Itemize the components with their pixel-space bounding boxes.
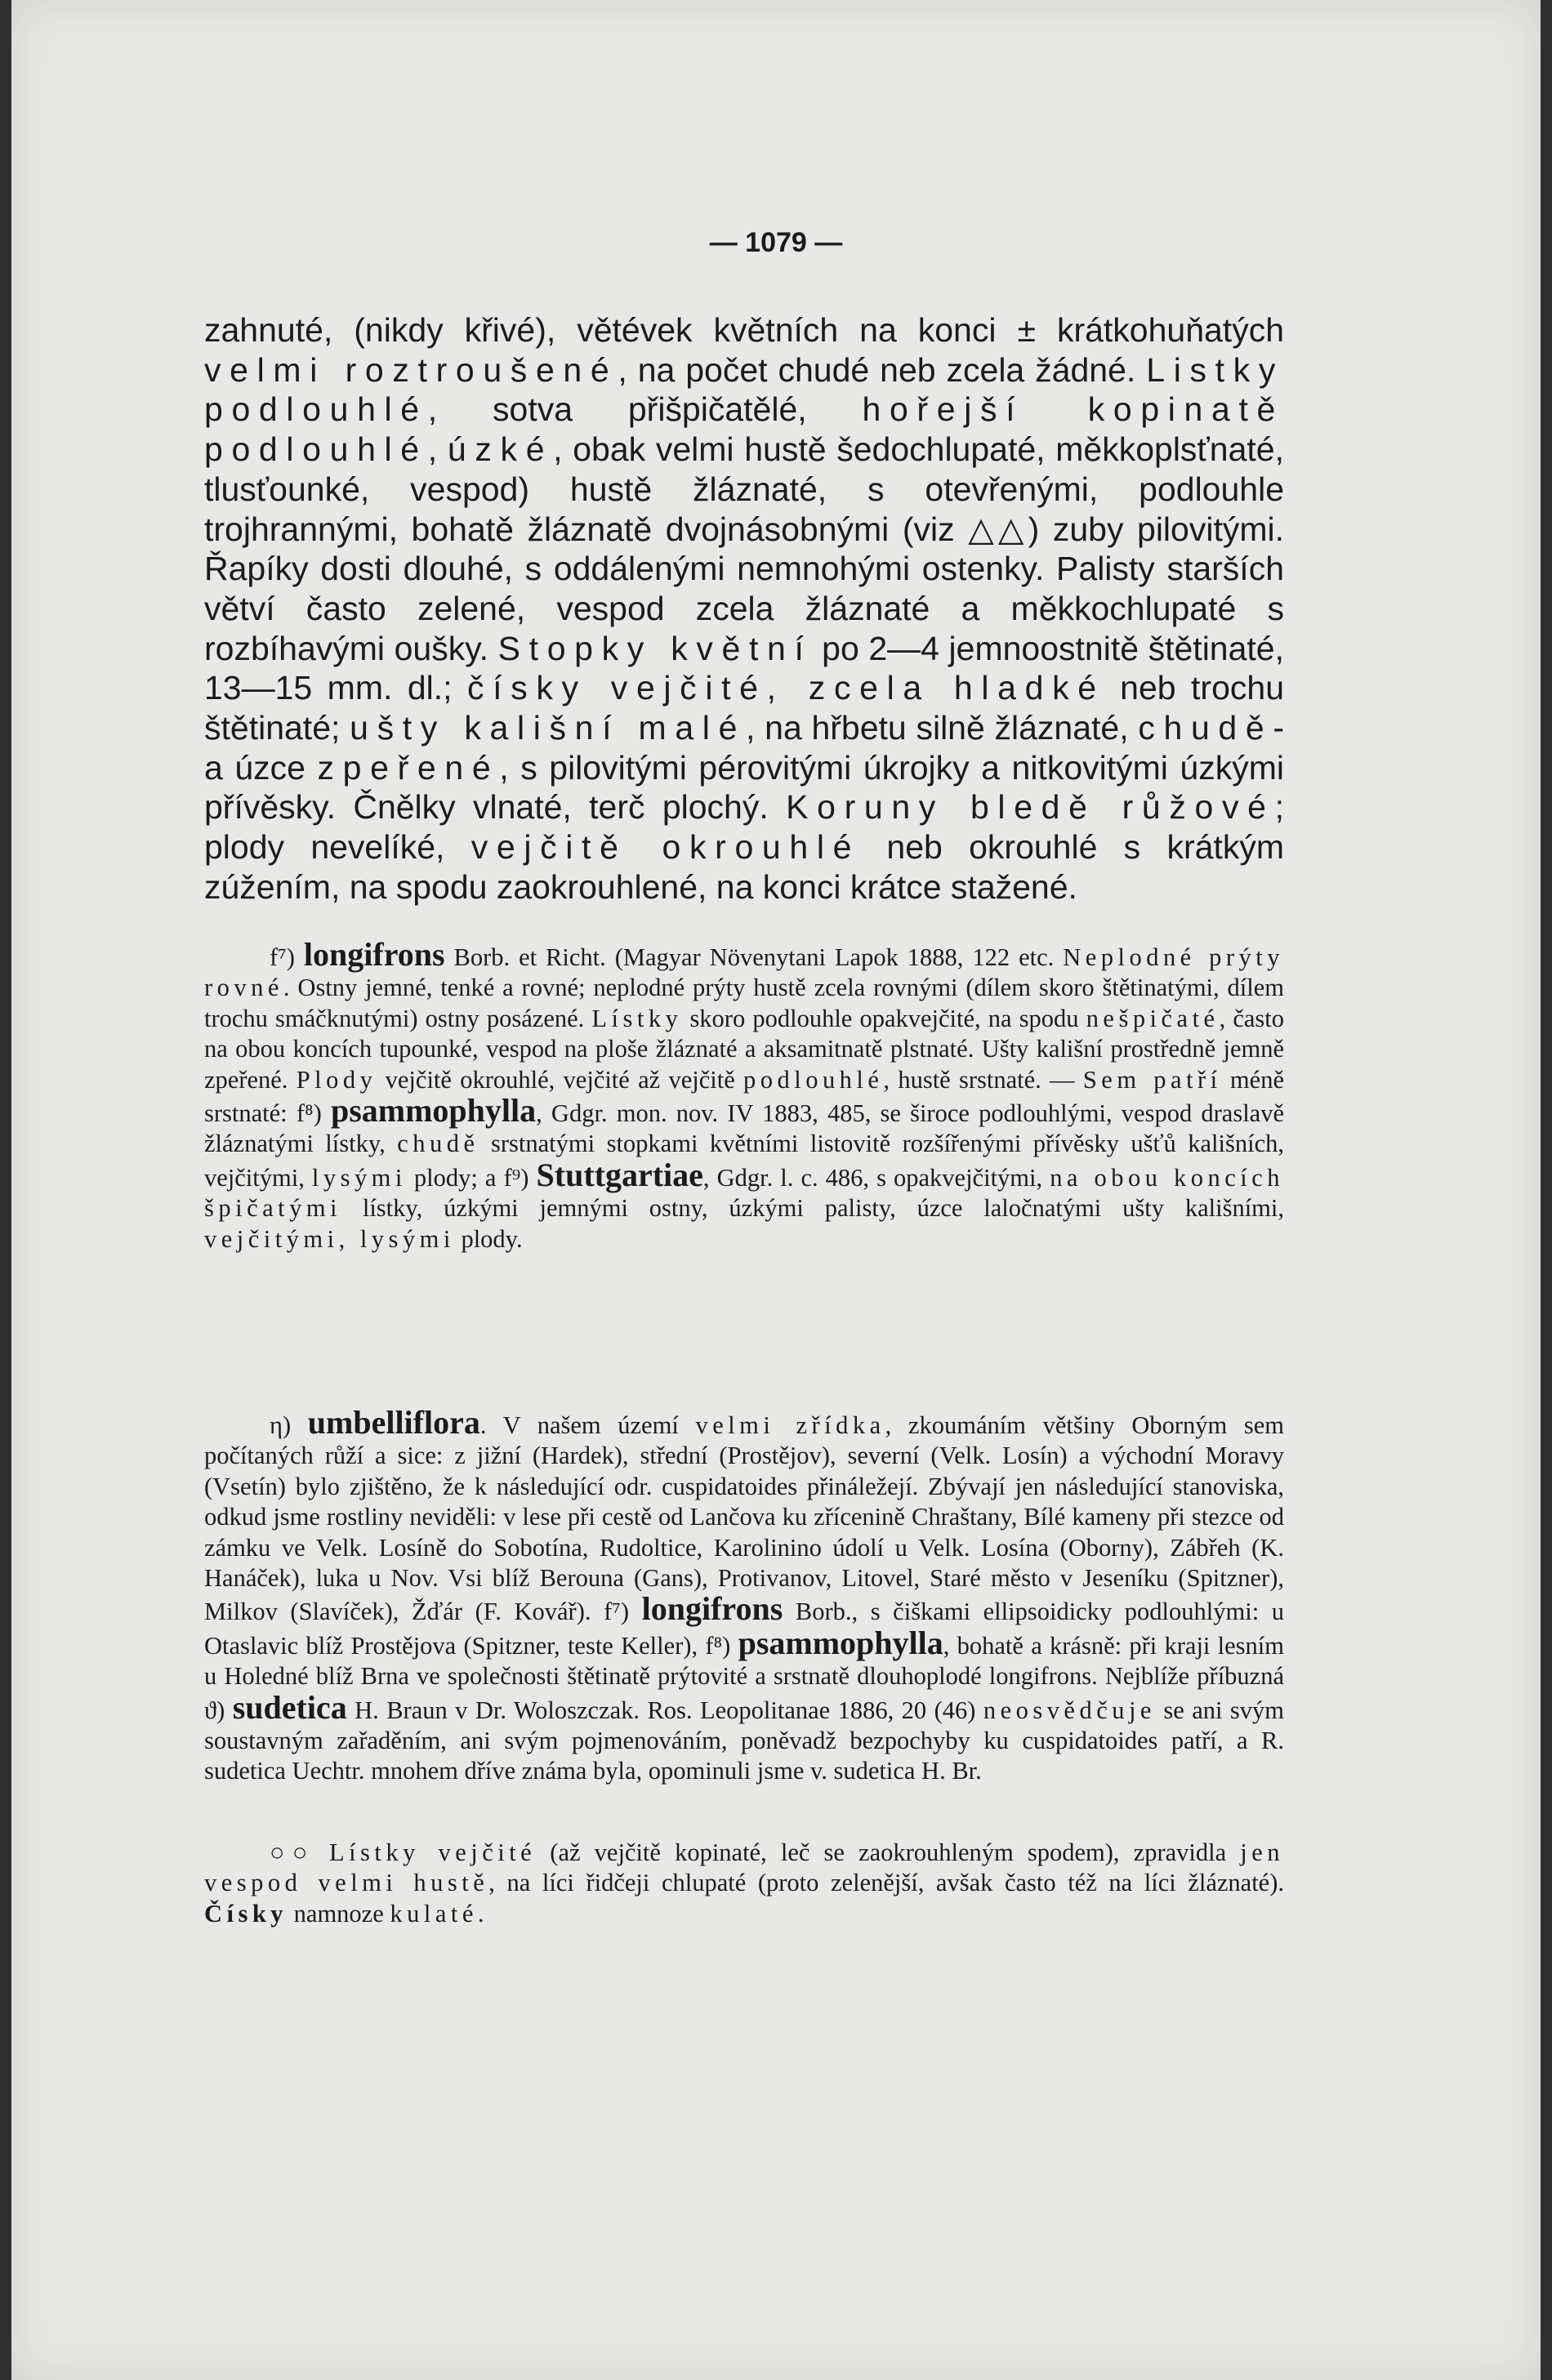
taxon-name: psammophylla	[330, 1092, 537, 1130]
book-page	[11, 0, 1541, 2380]
taxon-name: umbelliflora	[307, 1404, 480, 1441]
taxon-name: longifrons	[303, 936, 445, 973]
ovate-leaflets-paragraph: ○○ Lístky vejčité (až vejčitě kopinaté, leč se zaokrouhleným spodem), zpravidla jen vespod velmi hustě, na líci řidčeji chlupaté (proto zelenější, avšak často též na líci žláznaté). Čísky namnoze kulaté.	[204, 1838, 1284, 1928]
variety-longifrons-paragraph: f⁷) longifrons Borb. et Richt. (Magyar Növenytani Lapok 1888, 122 etc. Neplodné prýty rovné. Ostny jemné, tenké a rovné; neplodné prýty hustě zcela rovnými (dílem skoro štětinatými, dílem trochu smáčknutými) ostny posázené. Lístky skoro podlouhle opakvejčité, na spodu nešpičaté, často na obou koncích tupounké, vespod na ploše žláznaté a aksamitnatě plstnaté. Ušty kališní prostředně jemně zpeřené. Plody vejčitě okrouhlé, vejčité až vejčitě podlouhlé, hustě srstnaté. — Sem patří méně srstnaté: f⁸) psammophylla, Gdgr. mon. nov. IV 1883, 485, se široce podlouhlými, vespod draslavě žláznatými lístky, chudě srstnatými stopkami květními listovitě rozšířenými přívěsky ušťů kališních, vejčitými, lysými plody; a f⁹) Stuttgartiae, Gdgr. l. c. 486, s opakvejčitými, na obou koncích špičatými lístky, úzkými jemnými ostny, úzkými palisty, úzce laločnatými ušty kališními, vejčitými, lysými plody.	[204, 936, 1284, 1253]
taxon-name: sudetica	[232, 1688, 347, 1726]
page-number: — 1079 —	[709, 227, 843, 258]
taxon-name: longifrons	[641, 1590, 783, 1628]
taxon-name: psammophylla	[738, 1624, 943, 1661]
taxon-name: Stuttgartiae	[536, 1156, 703, 1193]
main-paragraph: zahnuté, (nikdy křivé), větévek květních na konci ± krátkohuňatých velmi roztroušené, na počet chudé neb zcela žádné. Listky podlouhlé, sotva přišpičatělé, hořejší kopinatě podlouhlé, úzké, obak velmi hustě šedochlupaté, měkkoplsťnaté, tlusťounké, vespod) hustě žláznaté, s otevřenými, podlouhle trojhrannými, bohatě žláznatě dvojnásobnými (viz △△) zuby pilovitými. Řapíky dosti dlouhé, s oddálenými nemnohými ostenky. Palisty starších větví často zelené, vespod zcela žláznaté a měkkochlupaté s rozbíhavými oušky. Stopky květní po 2—4 jemnoostnitě štětinaté, 13—15 mm. dl.; čísky vejčité, zcela hladké neb trochu štětinaté; ušty kališní malé, na hřbetu silně žláznaté, chudě- a úzce zpeřené, s pilovitými pérovitými úkrojky a nitkovitými úzkými přívěsky. Čnělky vlnaté, terč plochý. Koruny bledě růžové; plody nevelíké, vejčitě okrouhlé neb okrouhlé s krátkým zúžením, na spodu zaokrouhlené, na konci krátce stažené.	[204, 311, 1285, 906]
umbelliflora-paragraph: η) umbelliflora. V našem území velmi zřídka, zkoumáním většiny Oborným sem počítaných růží a sice: z jižní (Hardek), střední (Prostějov), severní (Velk. Losín) a východní Moravy (Vsetín) bylo zjištěno, že k následující odr. cuspidatoides přináležejí. Zbývají jen následující stanoviska, odkud jsme rostliny neviděli: v lese při cestě od Lančova ku zřícenině Chraštany, Bílé kameny při stezce od zámku ve Velk. Losíně do Sobotína, Rudoltice, Karolinino údolí u Velk. Losína (Oborny), Zábřeh (K. Hanáček), luka u Nov. Vsi blíž Berouna (Gans), Protivanov, Litovel, Staré město v Jeseníku (Spitzner), Milkov (Slavíček), Žďár (F. Kovář). f⁷) longifrons Borb., s čiškami ellipsoidicky podlouhlými: u Otaslavic blíž Prostějova (Spitzner, teste Keller), f⁸) psammophylla, bohatě a krásně: při kraji lesním u Holedné blíž Brna ve společnosti štětinatě prýtovité a srstnatě dlouhoplodé longifrons. Nejblíže příbuzná ϑ) sudetica H. Braun v Dr. Woloszczak. Ros. Leopolitanae 1886, 20 (46) neosvědčuje se ani svým soustavným zařaděním, ani svým pojmenováním, poněvadž bezpochyby ku cuspidatoides patří, a R. sudetica Uechtr. mnohem dříve známa byla, opominuli jsme v. sudetica H. Br.	[204, 1404, 1285, 1785]
